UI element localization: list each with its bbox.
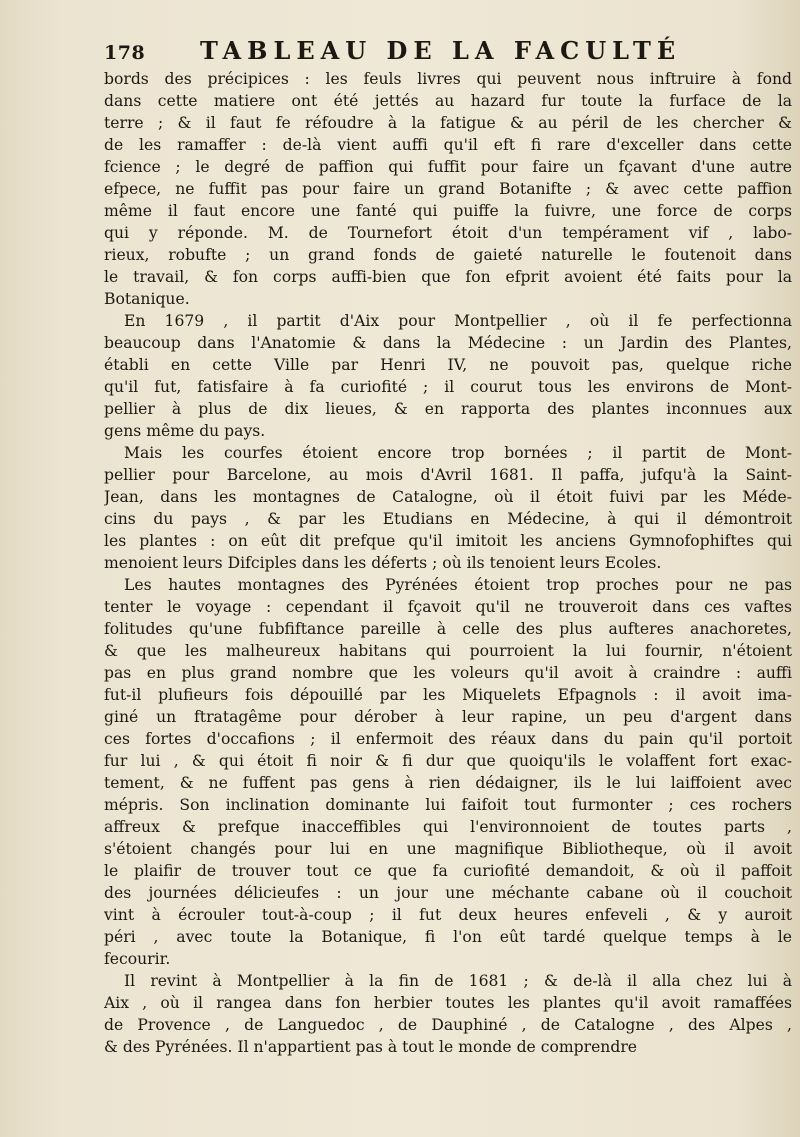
text-line: même il faut encore une fanté qui puiffe la fuivre, une force de corps — [104, 202, 792, 220]
text-line: Mais les courfes étoient encore trop bornées ; il partit de Mont- — [124, 444, 792, 462]
text-line: vint à écrouler tout-à-coup ; il fut deux heures enfeveli , & y auroit — [104, 906, 792, 924]
text-line: & que les malheureux habitans qui pourroient la lui fournir, n'étoient — [104, 642, 792, 660]
text-line: menoient leurs Difciples dans les déferts ; où ils tenoient leurs Ecoles. — [104, 554, 662, 572]
paragraph — [104, 310, 792, 442]
text-line: fecourir. — [104, 950, 171, 968]
text-line: établi en cette Ville par Henri IV, ne pouvoit pas, quelque riche — [104, 356, 792, 374]
text-line: & des Pyrénées. Il n'appartient pas à tout le monde de comprendre — [104, 1038, 638, 1056]
text-line: folitudes qu'une fubfiftance pareille à celle des plus aufteres anachoretes, — [104, 620, 792, 638]
text-line: pellier pour Barcelone, au mois d'Avril 1681. Il paffa, jufqu'à la Saint- — [104, 466, 792, 484]
text-line: qui y réponde. M. de Tournefort étoit d'un tempérament vif , labo- — [104, 224, 792, 242]
paragraph — [104, 574, 792, 970]
text-line: Jean, dans les montagnes de Catalogne, où il étoit fuivi par les Méde- — [104, 488, 792, 506]
text-line: pas en plus grand nombre que les voleurs qu'il avoit à craindre : auffi — [104, 664, 792, 682]
running-head: TABLEAU DE LA FACULTÉ — [200, 36, 682, 65]
text-line: Les hautes montagnes des Pyrénées étoient trop proches pour ne pas — [124, 576, 792, 594]
text-line: rieux, robufte ; un grand fonds de gaieté naturelle le foutenoit dans — [104, 246, 792, 264]
text-line: tenter le voyage : cependant il fçavoit qu'il ne trouveroit dans ces vaftes — [104, 598, 792, 616]
text-line: efpece, ne fuffit pas pour faire un grand Botanifte ; & avec cette paffion — [104, 180, 792, 198]
page-header — [104, 36, 704, 64]
text-line: Aix , où il rangea dans fon herbier toutes les plantes qu'il avoit ramaffées — [104, 994, 792, 1012]
text-line: les plantes : on eût dit prefque qu'il imitoit les anciens Gymnofophiftes qui — [104, 532, 792, 550]
text-line: pellier à plus de dix lieues, & en rapporta des plantes inconnues aux — [104, 400, 792, 418]
text-line: En 1679 , il partit d'Aix pour Montpellier , où il fe perfectionna — [124, 312, 792, 330]
text-line: ces fortes d'occafions ; il enfermoit des réaux dans du pain qu'il portoit — [104, 730, 792, 748]
paragraph — [104, 68, 792, 310]
text-line: fur lui , & qui étoit fi noir & fi dur que quoiqu'ils le volaffent fort exac- — [104, 752, 792, 770]
text-line: beaucoup dans l'Anatomie & dans la Médecine : un Jardin des Plantes, — [104, 334, 792, 352]
text-line: dans cette matiere ont été jettés au hazard fur toute la furface de la — [104, 92, 792, 110]
paragraph — [104, 970, 792, 1058]
text-line: qu'il fut, fatisfaire à fa curiofité ; il courut tous les environs de Mont- — [104, 378, 792, 396]
text-line: le travail, & fon corps auffi-bien que fon efprit avoient été faits pour la — [104, 268, 792, 286]
text-line: cins du pays , & par les Etudians en Médecine, à qui il démontroit — [104, 510, 792, 528]
text-line: de Provence , de Languedoc , de Dauphiné , de Catalogne , des Alpes , — [104, 1016, 792, 1034]
text-line: de les ramaffer : de-là vient auffi qu'il eft fi rare d'exceller dans cette — [104, 136, 792, 154]
text-line: tement, & ne fuffent pas gens à rien dédaigner, ils le lui laiffoient avec — [104, 774, 792, 792]
text-line: fut-il plufieurs fois dépouillé par les Miquelets Efpagnols : il avoit ima- — [104, 686, 792, 704]
body-text — [104, 68, 792, 1058]
text-line: péri , avec toute la Botanique, fi l'on eût tardé quelque temps à le — [104, 928, 792, 946]
text-line: mépris. Son inclination dominante lui faifoit tout furmonter ; ces rochers — [104, 796, 792, 814]
text-line: gens même du pays. — [104, 422, 266, 440]
text-line: terre ; & il faut fe réfoudre à la fatigue & au péril de les chercher & — [104, 114, 792, 132]
text-line: giné un ftratagême pour dérober à leur rapine, un peu d'argent dans — [104, 708, 792, 726]
text-line: Il revint à Montpellier à la fin de 1681 ; & de-là il alla chez lui à — [124, 972, 792, 990]
paragraph — [104, 442, 792, 574]
text-line: fcience ; le degré de paffion qui fuffit pour faire un fçavant d'une autre — [104, 158, 792, 176]
text-line: affreux & prefque inacceffibles qui l'environnoient de toutes parts , — [104, 818, 792, 836]
page-number: 178 — [104, 42, 146, 64]
text-line: des journées délicieufes : un jour une méchante cabane où il couchoit — [104, 884, 792, 902]
text-line: le plaifir de trouver tout ce que fa curiofité demandoit, & où il paffoit — [104, 862, 792, 880]
text-line: s'étoient changés pour lui en une magnifique Bibliotheque, où il avoit — [104, 840, 792, 858]
text-line: Botanique. — [104, 290, 190, 308]
text-line: bords des précipices : les feuls livres qui peuvent nous inftruire à fond — [104, 70, 792, 88]
